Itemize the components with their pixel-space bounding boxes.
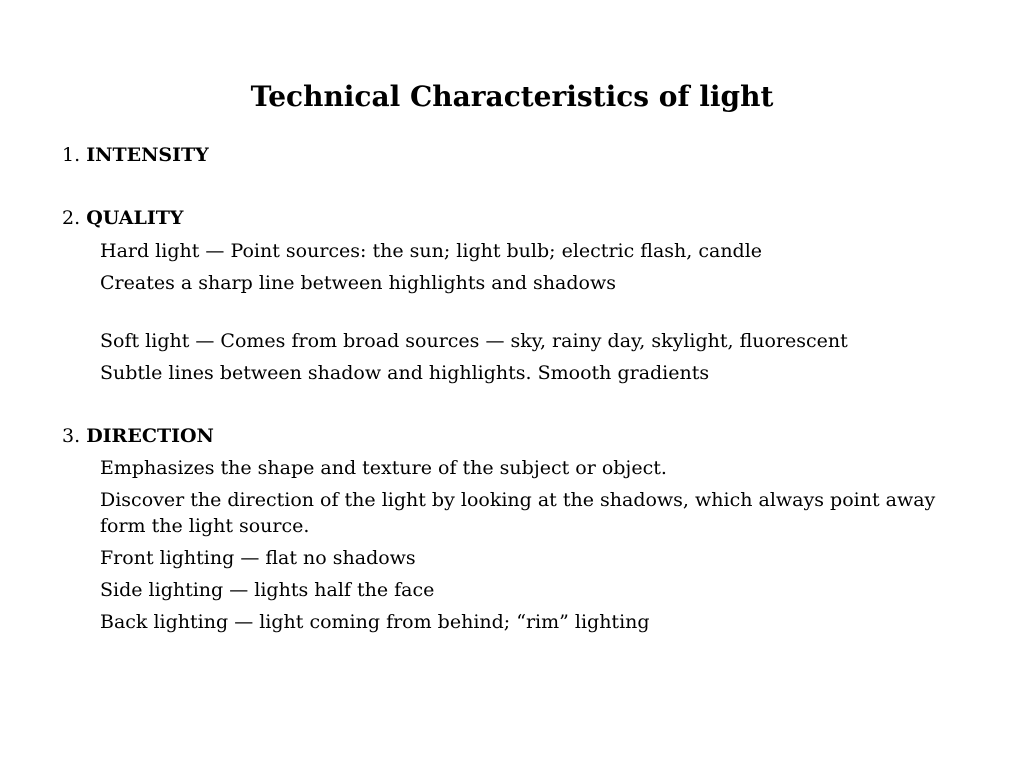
- section-heading-direction: [62, 421, 214, 451]
- section-title: QUALITY: [86, 207, 184, 229]
- section-number: 2.: [62, 207, 81, 229]
- list-item-sharp-line: Creates a sharp line between highlights and shadows: [100, 272, 616, 294]
- list-item-emphasizes-shape: Emphasizes the shape and texture of the subject or object.: [100, 457, 667, 479]
- list-item-soft-light: Soft light — Comes from broad sources — sky, rainy day, skylight, fluorescent: [100, 330, 848, 352]
- section-heading-intensity: [62, 140, 209, 170]
- list-item-side-lighting: Side lighting — lights half the face: [100, 579, 435, 601]
- list-item-front-lighting: Front lighting — flat no shadows: [100, 547, 416, 569]
- list-item-hard-light: Hard light — Point sources: the sun; light bulb; electric flash, candle: [100, 240, 763, 262]
- section-number: 1.: [62, 144, 81, 166]
- list-item-back-lighting: Back lighting — light coming from behind; “rim” lighting: [100, 611, 650, 633]
- list-item-discover-direction: Discover the direction of the light by looking at the shadows, which always point away form the light source.: [100, 489, 936, 537]
- list-item-subtle-lines: Subtle lines between shadow and highlights. Smooth gradients: [100, 362, 710, 384]
- section-title: INTENSITY: [86, 144, 209, 166]
- section-number: 3.: [62, 425, 81, 447]
- slide-title: Technical Characteristics of light: [250, 80, 774, 113]
- section-heading-quality: [62, 203, 183, 233]
- section-title: DIRECTION: [86, 425, 214, 447]
